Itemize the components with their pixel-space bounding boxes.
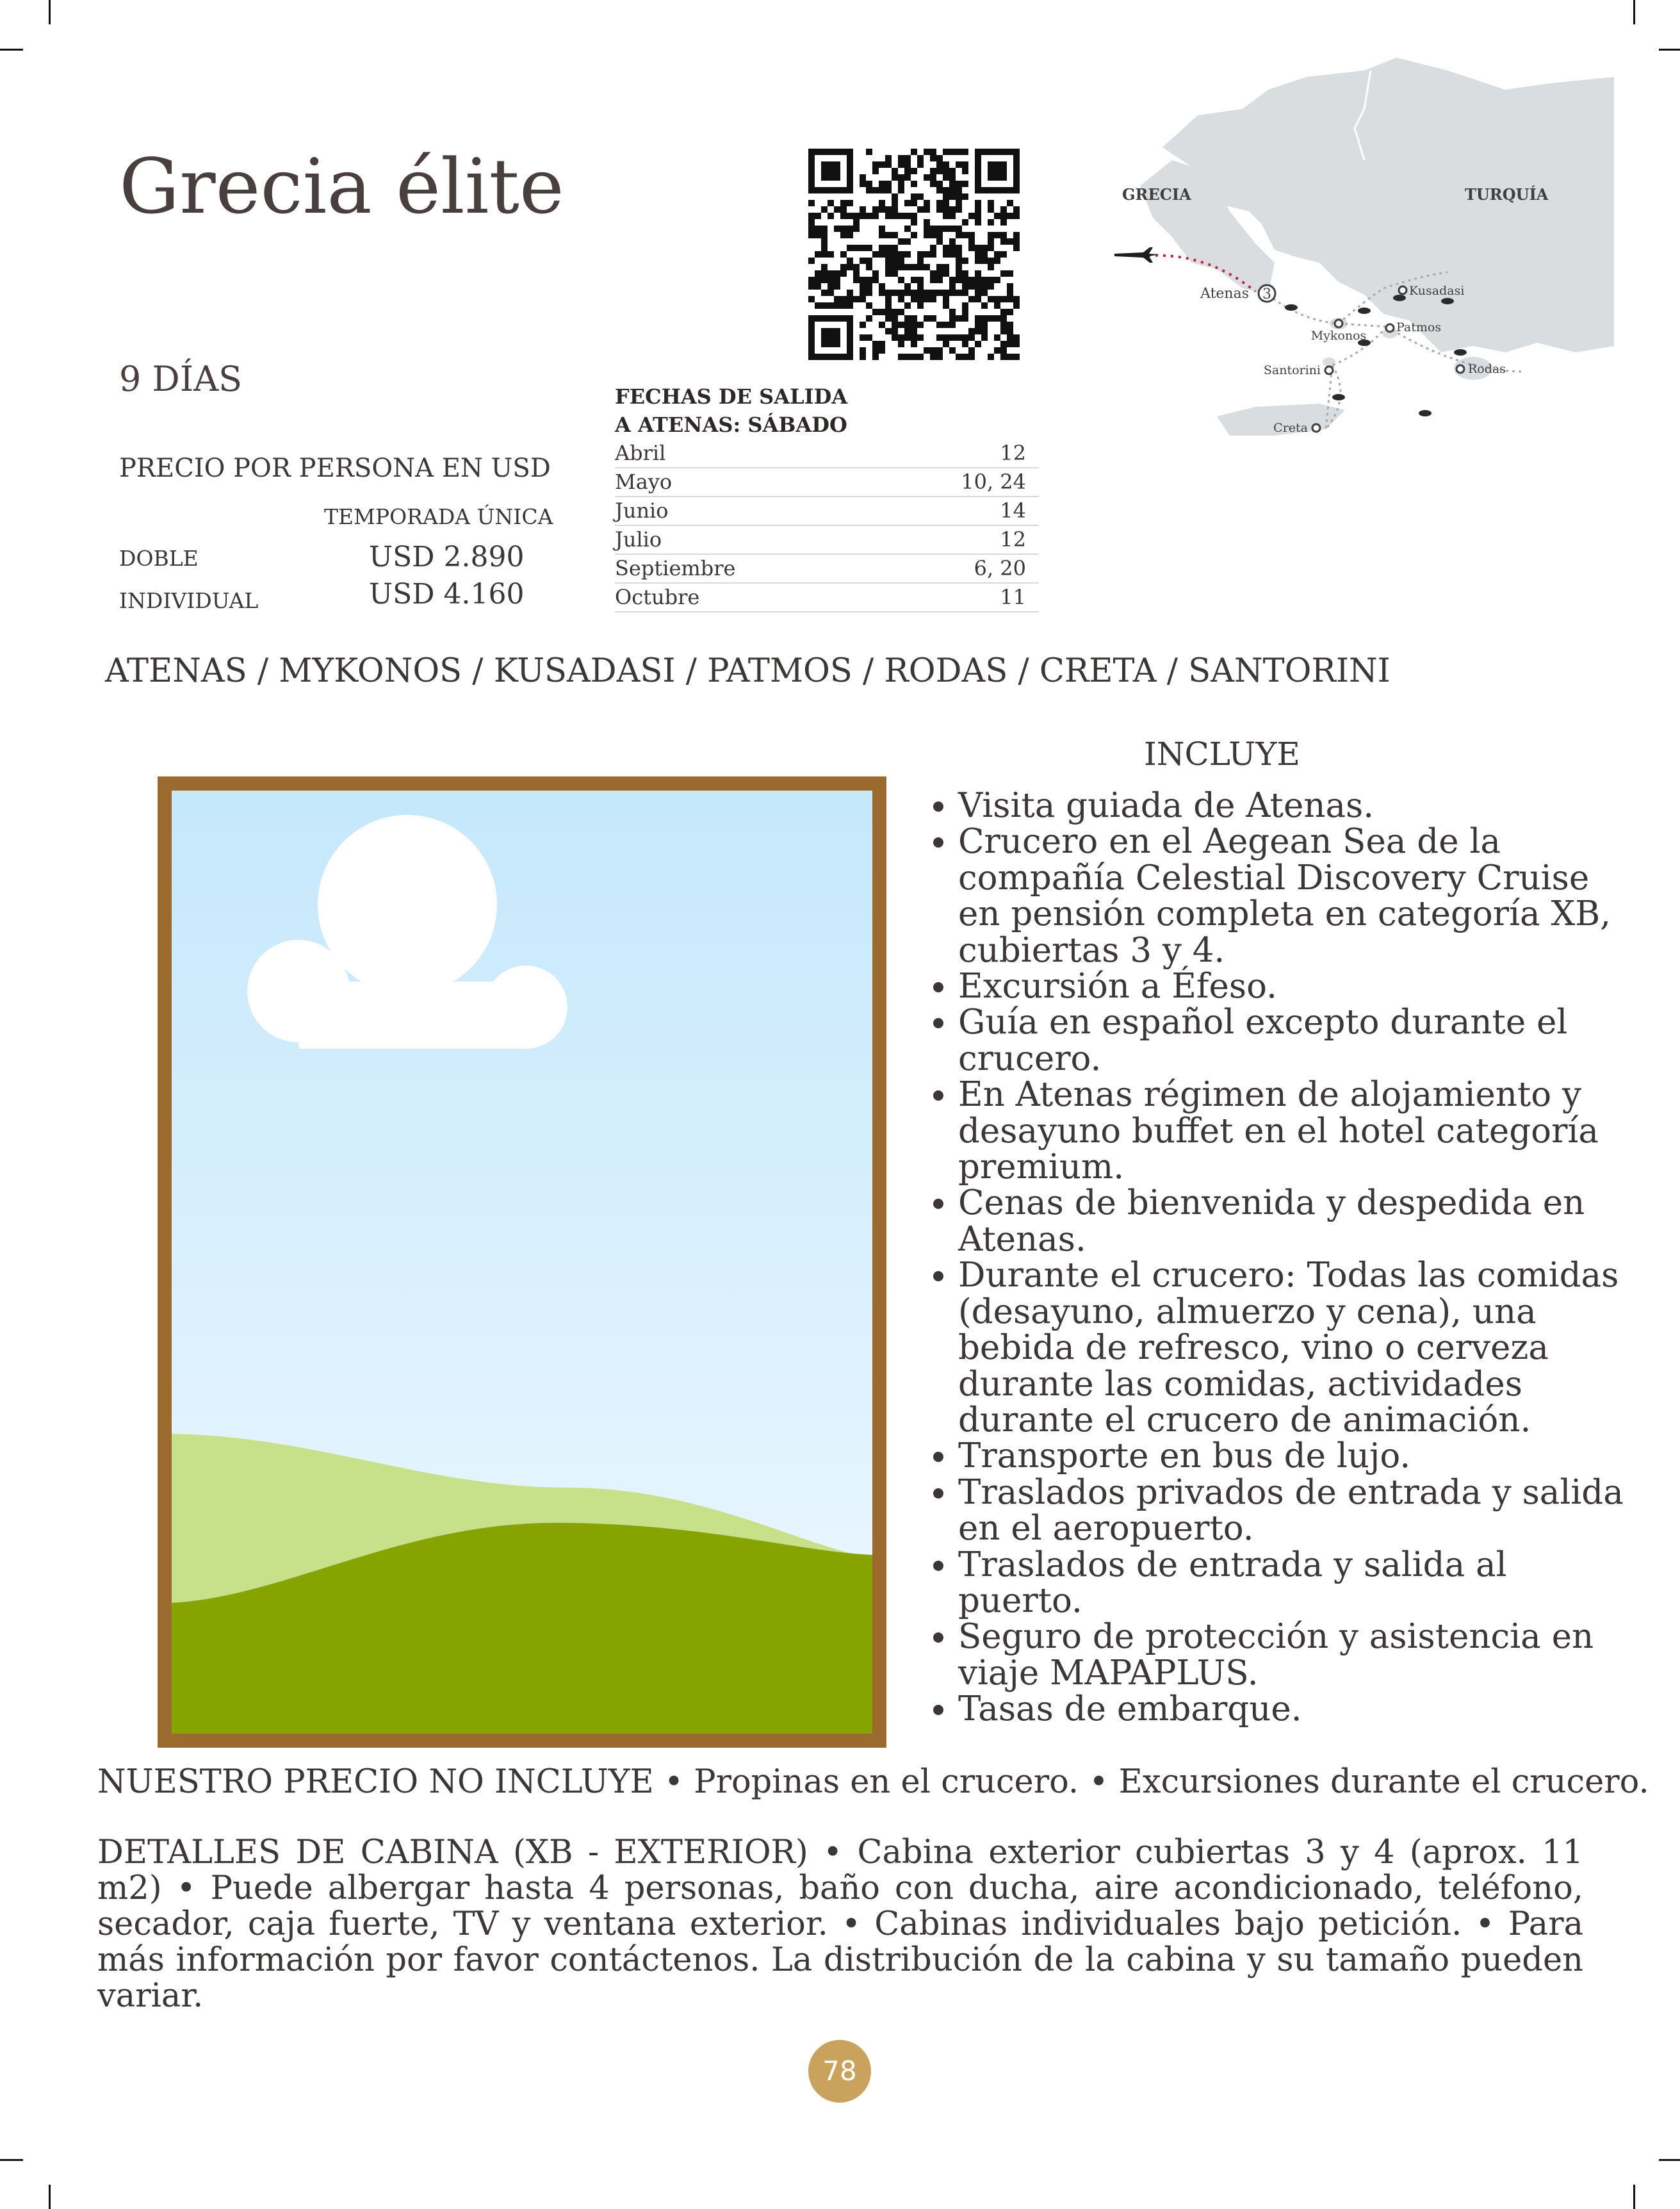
qr-code[interactable] — [808, 149, 1020, 360]
map-label-greece: GRECIA — [1122, 185, 1191, 204]
airplane-icon — [1114, 247, 1159, 263]
list-item: • Excursión a Éfeso. — [958, 969, 1637, 1005]
destination-photo — [158, 776, 886, 1748]
map-marker-patmos — [1386, 324, 1394, 332]
departure-title-line: FECHAS DE SALIDA — [615, 384, 848, 409]
page-title: Grecia élite — [119, 142, 564, 231]
list-item: • Cenas de bienvenida y despedida en Atenas. — [958, 1185, 1637, 1258]
map-label-mykonos: Mykonos — [1310, 329, 1367, 343]
list-item: • Durante el crucero: Todas las comidas (desayuno, almuerzo y cena), una bebida de refresco, vino o cerveza durante las comidas, actividades durante el crucero de animación. — [958, 1258, 1637, 1438]
list-item: • Traslados de entrada y salida al puerto. — [958, 1547, 1637, 1620]
date-month: Octubre — [615, 585, 700, 609]
date-days: 14 — [1000, 498, 1026, 523]
date-days: 12 — [1000, 441, 1026, 465]
map-label-turkey: TURQUÍA — [1465, 185, 1549, 204]
list-item: • Crucero en el Aegean Sea de la compañía Celestial Discovery Cruise en pensión completa en categoría XB, cubiertas 3 y 4. — [958, 824, 1637, 969]
crop-mark — [49, 2185, 51, 2209]
list-item: • Tasas de embarque. — [958, 1691, 1637, 1727]
crop-mark — [0, 49, 23, 51]
date-month: Junio — [615, 498, 669, 523]
includes-title: INCLUYE — [1144, 735, 1300, 773]
price-heading: PRECIO POR PERSONA EN USD — [119, 454, 551, 483]
date-days: 10, 24 — [961, 470, 1026, 494]
map-marker-creta — [1312, 424, 1320, 432]
list-item: • Seguro de protección y asistencia en viaje MAPAPLUS. — [958, 1619, 1637, 1691]
list-item: • En Atenas régimen de alojamiento y desayuno buffet en el hotel categoría premium. — [958, 1077, 1637, 1185]
map-label-rodas: Rodas — [1468, 362, 1506, 376]
map-label-patmos: Patmos — [1396, 320, 1442, 334]
list-item: • Transporte en bus de lujo. — [958, 1438, 1637, 1474]
date-row — [615, 468, 1039, 497]
map-label-atenas: Atenas — [1200, 286, 1249, 302]
date-row — [615, 555, 1039, 584]
date-month: Abril — [615, 441, 666, 465]
date-days: 6, 20 — [974, 556, 1026, 580]
page-number: 78 — [808, 2040, 871, 2103]
map-marker-mykonos — [1335, 320, 1342, 327]
not-included-text: NUESTRO PRECIO NO INCLUYE • Propinas en el crucero. • Excursiones durante el crucero. — [97, 1763, 1649, 1801]
crop-mark — [1633, 0, 1635, 24]
crop-mark — [1633, 2185, 1635, 2209]
crop-mark — [0, 2159, 23, 2161]
departure-dates-title — [615, 382, 847, 439]
map-label-santorini: Santorini — [1263, 363, 1321, 377]
price-value-individual: USD 4.160 — [369, 578, 525, 611]
price-value-double: USD 2.890 — [369, 541, 525, 573]
map-marker-rodas — [1456, 365, 1464, 373]
nights-badge: 3 — [1262, 286, 1271, 302]
list-item: • Guía en español excepto durante el crucero. — [958, 1005, 1637, 1077]
crop-mark — [1659, 49, 1680, 51]
list-item: • Visita guiada de Atenas. — [958, 788, 1637, 824]
price-label-double: DOBLE — [119, 546, 199, 571]
map-marker-kusadasi — [1399, 286, 1407, 294]
date-row — [615, 584, 1039, 612]
cabin-details: DETALLES DE CABINA (XB - EXTERIOR) • Cabina exterior cubiertas 3 y 4 (aprox. 11 m2) • Puede albergar hasta 4 personas, baño con ducha, aire acondicionado, teléfono, secador, caja fuerte, TV y ventana exterior. • Cabinas individuales bajo petición. • Para más información por favor contáctenos. La distribución de la cabina y su tamaño pueden variar. — [97, 1834, 1583, 2015]
route-line: ATENAS / MYKONOS / KUSADASI / PATMOS / RODAS / CRETA / SANTORINI — [105, 652, 1390, 690]
map-label-creta: Creta — [1273, 421, 1308, 435]
departure-dates-table — [615, 439, 1039, 612]
date-month: Mayo — [615, 470, 673, 494]
includes-list — [922, 788, 1637, 1728]
list-item: • Traslados privados de entrada y salida en el aeropuerto. — [958, 1475, 1637, 1547]
map-marker-santorini — [1325, 366, 1333, 374]
date-days: 12 — [1000, 527, 1026, 552]
date-month: Julio — [615, 527, 662, 552]
map-label-kusadasi: Kusadasi — [1409, 284, 1465, 298]
date-month: Septiembre — [615, 556, 736, 580]
price-label-individual: INDIVIDUAL — [119, 588, 259, 613]
season-label: TEMPORADA ÚNICA — [324, 504, 553, 529]
date-days: 11 — [1000, 585, 1026, 609]
route-map — [1063, 51, 1614, 461]
crop-mark — [1659, 2159, 1680, 2161]
departure-title-line: A ATENAS: SÁBADO — [615, 413, 847, 437]
date-row — [615, 497, 1039, 526]
trip-duration: 9 DÍAS — [119, 359, 243, 399]
date-row — [615, 526, 1039, 555]
date-row — [615, 439, 1039, 468]
map-land — [1162, 58, 1614, 352]
crop-mark — [49, 0, 51, 24]
